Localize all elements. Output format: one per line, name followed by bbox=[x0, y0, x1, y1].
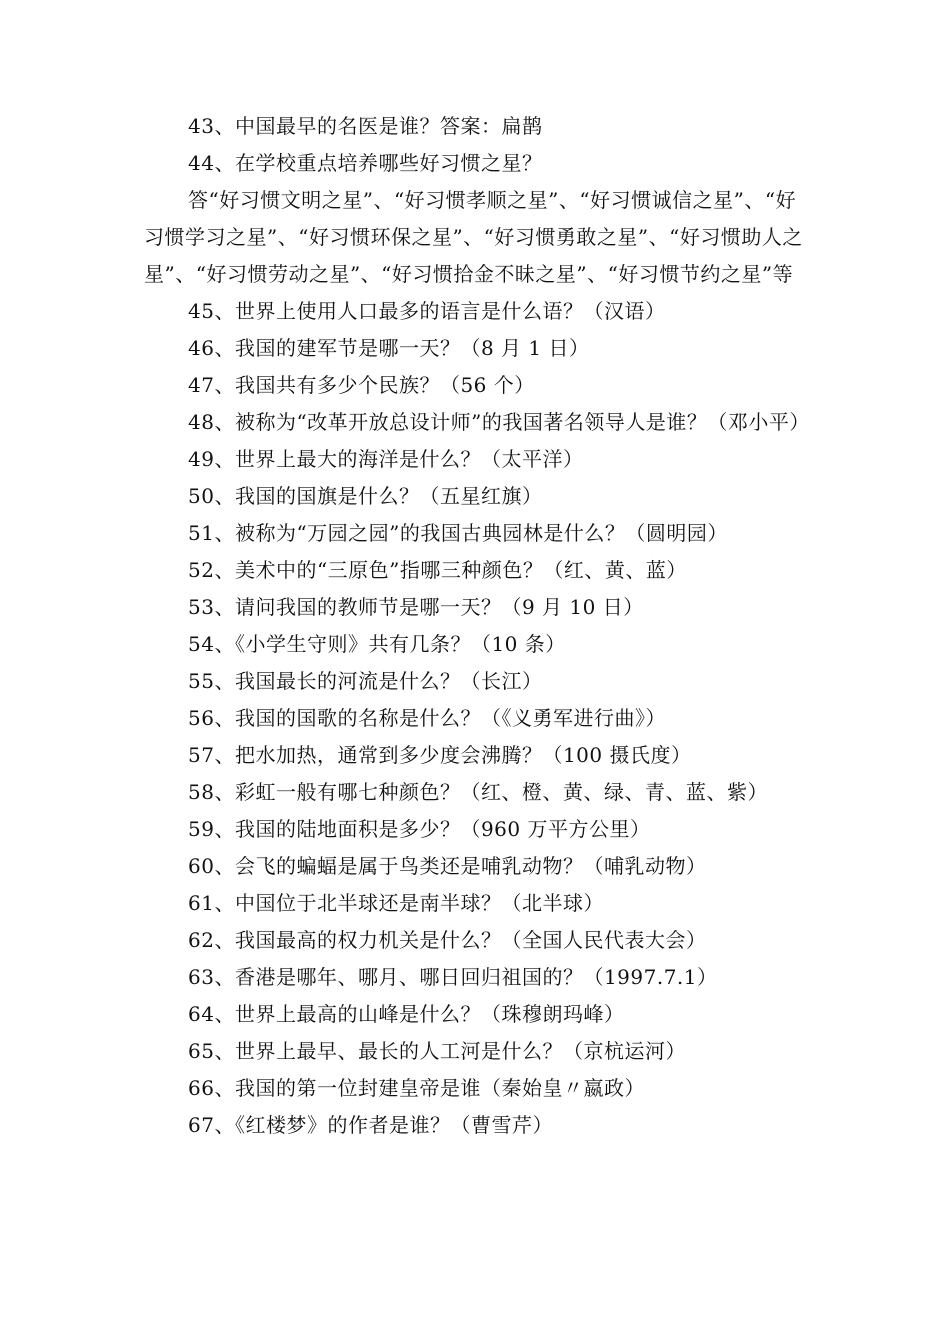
question-66: 66、我国的第一位封建皇帝是谁（秦始皇〃嬴政） bbox=[188, 1076, 645, 1100]
question-62: 62、我国最高的权力机关是什么？（全国人民代表大会） bbox=[188, 928, 707, 952]
question-54: 54、《小学生守则》共有几条？（10 条） bbox=[188, 632, 566, 656]
question-53: 53、请问我国的教师节是哪一天？（9 月 10 日） bbox=[188, 595, 644, 619]
document-body bbox=[144, 108, 812, 1144]
question-44: 44、在学校重点培养哪些好习惯之星？ bbox=[188, 151, 543, 175]
question-48: 48、被称为“改革开放总设计师”的我国著名领导人是谁？（邓小平） bbox=[188, 410, 810, 434]
question-51: 51、被称为“万园之园”的我国古典园林是什么？（圆明园） bbox=[188, 521, 728, 545]
question-63: 63、香港是哪年、哪月、哪日回归祖国的？（1997.7.1） bbox=[188, 965, 718, 989]
question-58: 58、彩虹一般有哪七种颜色？（红、橙、黄、绿、青、蓝、紫） bbox=[188, 780, 768, 804]
question-60: 60、会飞的蝙蝠是属于鸟类还是哺乳动物？（哺乳动物） bbox=[188, 854, 707, 878]
question-57: 57、把水加热，通常到多少度会沸腾？（100 摄氏度） bbox=[188, 743, 692, 767]
question-65: 65、世界上最早、最长的人工河是什么？（京杭运河） bbox=[188, 1039, 686, 1063]
question-56: 56、我国的国歌的名称是什么？（《义勇军进行曲》） bbox=[188, 706, 666, 730]
question-55: 55、我国最长的河流是什么？（长江） bbox=[188, 669, 543, 693]
question-49: 49、世界上最大的海洋是什么？（太平洋） bbox=[188, 447, 584, 471]
question-46: 46、我国的建军节是哪一天？（8 月 1 日） bbox=[188, 336, 590, 360]
question-47: 47、我国共有多少个民族？（56 个） bbox=[188, 373, 535, 397]
question-50: 50、我国的国旗是什么？（五星红旗） bbox=[188, 484, 543, 508]
question-59: 59、我国的陆地面积是多少？（960 万平方公里） bbox=[188, 817, 651, 841]
question-61: 61、中国位于北半球还是南半球？（北半球） bbox=[188, 891, 604, 915]
question-43: 43、中国最早的名医是谁？答案：扁鹊 bbox=[188, 114, 543, 138]
question-64: 64、世界上最高的山峰是什么？（珠穆朗玛峰） bbox=[188, 1002, 625, 1026]
question-52: 52、美术中的“三原色”指哪三种颜色？（红、黄、蓝） bbox=[188, 558, 687, 582]
answer-44: 答“好习惯文明之星”、“好习惯孝顺之星”、“好习惯诚信之星”、“好习惯学习之星”、“好习惯环保之星”、“好习惯勇敢之星”、“好习惯助人之星”、“好习惯劳动之星”、“好习惯拾金不昧之星”、“好习惯节约之星”等 bbox=[144, 188, 803, 286]
question-45: 45、世界上使用人口最多的语言是什么语？（汉语） bbox=[188, 299, 666, 323]
question-67: 67、《红楼梦》的作者是谁？（曹雪芹） bbox=[188, 1113, 553, 1137]
